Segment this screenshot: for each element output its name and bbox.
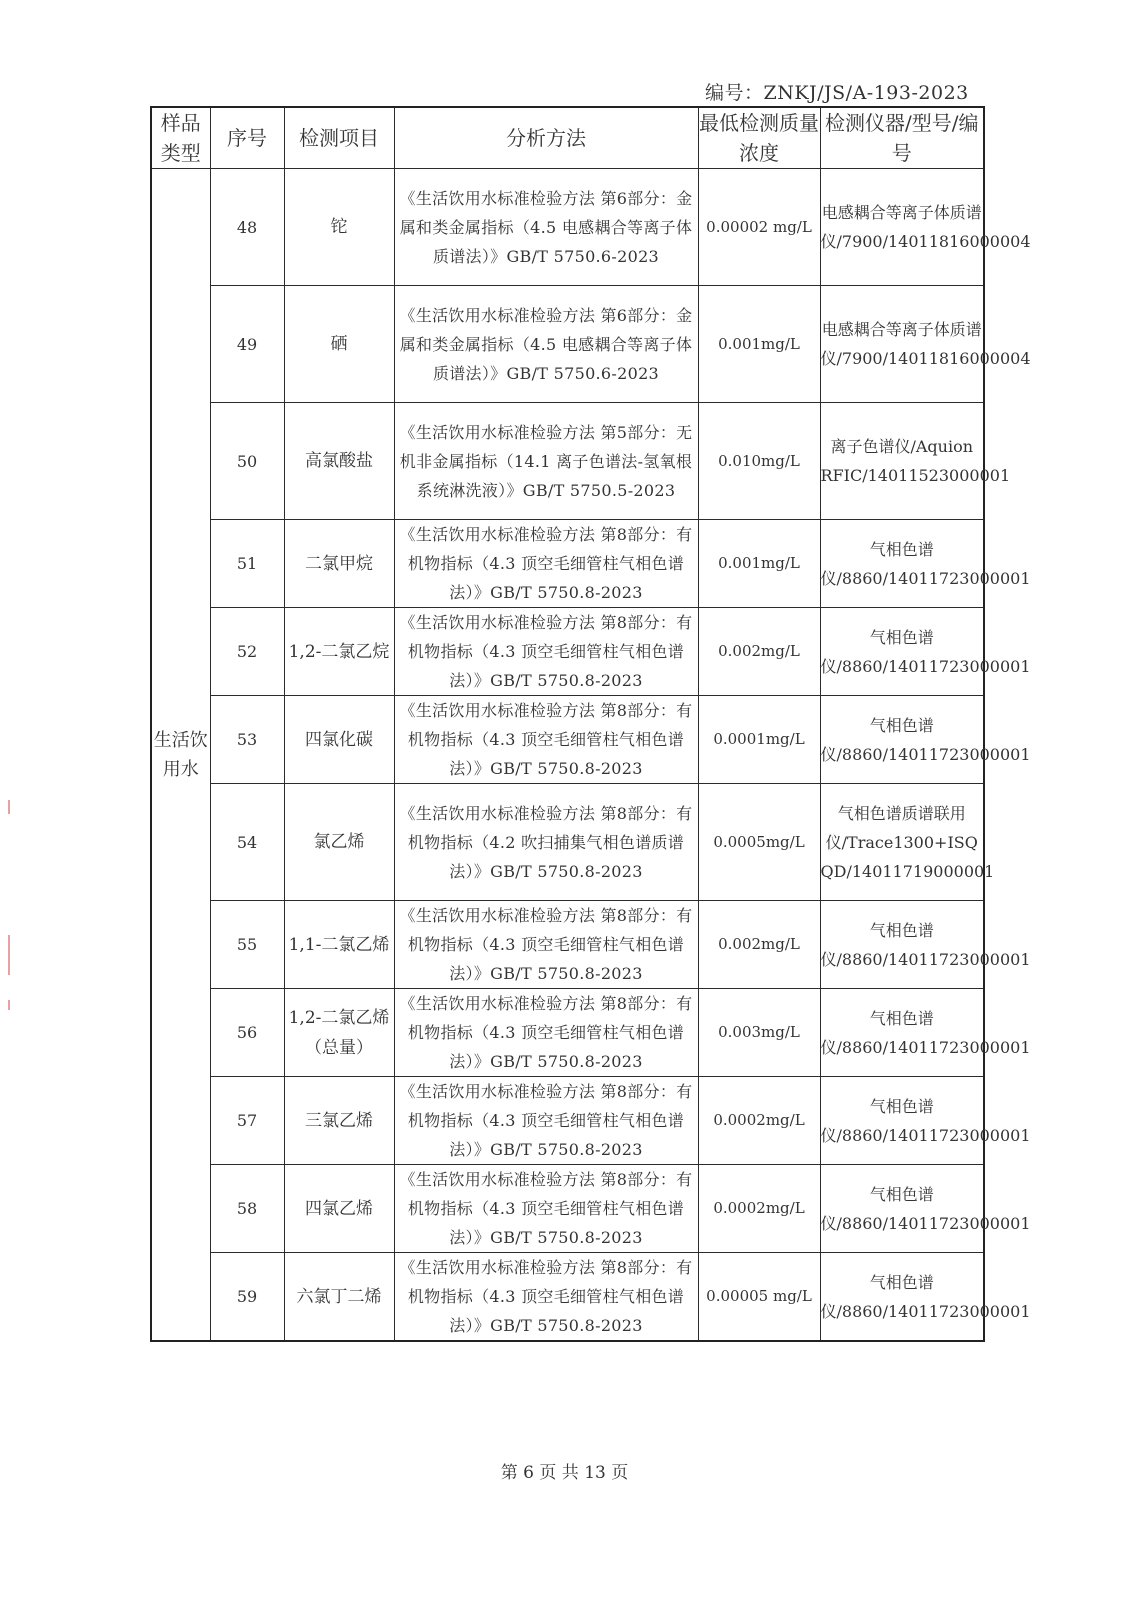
instrument-cell: 气相色谱仪/8860/14011723000001 <box>820 1253 984 1342</box>
table-row <box>151 989 984 1077</box>
seq-cell: 49 <box>210 286 284 403</box>
method-cell: 《生活饮用水标准检验方法 第8部分：有机物指标（4.3 顶空毛细管柱气相色谱法）》GB/T 5750.8-2023 <box>394 1165 698 1253</box>
seq-cell: 53 <box>210 696 284 784</box>
instrument-cell: 电感耦合等离子体质谱仪/7900/14011816000004 <box>820 286 984 403</box>
seq-cell: 57 <box>210 1077 284 1165</box>
item-cell: 三氯乙烯 <box>284 1077 394 1165</box>
table-row <box>151 520 984 608</box>
sample-type-cell: 生活饮用水 <box>151 169 210 1342</box>
seq-cell: 50 <box>210 403 284 520</box>
method-cell: 《生活饮用水标准检验方法 第8部分：有机物指标（4.3 顶空毛细管柱气相色谱法）》GB/T 5750.8-2023 <box>394 1077 698 1165</box>
limit-cell: 0.00005 mg/L <box>698 1253 820 1342</box>
table-row <box>151 1077 984 1165</box>
table-row <box>151 608 984 696</box>
seq-cell: 56 <box>210 989 284 1077</box>
limit-cell: 0.001mg/L <box>698 520 820 608</box>
method-cell: 《生活饮用水标准检验方法 第8部分：有机物指标（4.3 顶空毛细管柱气相色谱法）》GB/T 5750.8-2023 <box>394 696 698 784</box>
edge-mark <box>8 1000 10 1010</box>
edge-mark <box>8 800 10 814</box>
table-row <box>151 169 984 286</box>
item-cell: 1,2-二氯乙烷 <box>284 608 394 696</box>
limit-cell: 0.0001mg/L <box>698 696 820 784</box>
method-cell: 《生活饮用水标准检验方法 第8部分：有机物指标（4.3 顶空毛细管柱气相色谱法）》GB/T 5750.8-2023 <box>394 989 698 1077</box>
method-cell: 《生活饮用水标准检验方法 第6部分：金属和类金属指标（4.5 电感耦合等离子体质谱法）》GB/T 5750.6-2023 <box>394 286 698 403</box>
seq-cell: 55 <box>210 901 284 989</box>
instrument-cell: 电感耦合等离子体质谱仪/7900/14011816000004 <box>820 169 984 286</box>
item-cell: 铊 <box>284 169 394 286</box>
instrument-cell: 气相色谱仪/8860/14011723000001 <box>820 520 984 608</box>
test-methods-table <box>150 106 1031 1342</box>
item-cell: 1,1-二氯乙烯 <box>284 901 394 989</box>
method-cell: 《生活饮用水标准检验方法 第8部分：有机物指标（4.2 吹扫捕集气相色谱质谱法）》GB/T 5750.8-2023 <box>394 784 698 901</box>
table-row <box>151 286 984 403</box>
method-cell: 《生活饮用水标准检验方法 第8部分：有机物指标（4.3 顶空毛细管柱气相色谱法）》GB/T 5750.8-2023 <box>394 1253 698 1342</box>
limit-cell: 0.00002 mg/L <box>698 169 820 286</box>
header-seq: 序号 <box>210 107 284 169</box>
limit-cell: 0.0005mg/L <box>698 784 820 901</box>
limit-cell: 0.002mg/L <box>698 608 820 696</box>
item-cell: 六氯丁二烯 <box>284 1253 394 1342</box>
method-cell: 《生活饮用水标准检验方法 第8部分：有机物指标（4.3 顶空毛细管柱气相色谱法）》GB/T 5750.8-2023 <box>394 608 698 696</box>
edge-mark <box>8 935 10 975</box>
instrument-cell: 气相色谱仪/8860/14011723000001 <box>820 1165 984 1253</box>
header-method: 分析方法 <box>394 107 698 169</box>
limit-cell: 0.001mg/L <box>698 286 820 403</box>
seq-cell: 48 <box>210 169 284 286</box>
page-footer: 第 6 页 共 13 页 <box>500 1463 629 1483</box>
method-cell: 《生活饮用水标准检验方法 第8部分：有机物指标（4.3 顶空毛细管柱气相色谱法）》GB/T 5750.8-2023 <box>394 901 698 989</box>
header-item: 检测项目 <box>284 107 394 169</box>
method-cell: 《生活饮用水标准检验方法 第5部分：无机非金属指标（14.1 离子色谱法-氢氧根系统淋洗液）》GB/T 5750.5-2023 <box>394 403 698 520</box>
instrument-cell: 气相色谱仪/8860/14011723000001 <box>820 901 984 989</box>
header-limit: 最低检测质量浓度 <box>698 107 820 169</box>
seq-cell: 51 <box>210 520 284 608</box>
limit-cell: 0.0002mg/L <box>698 1077 820 1165</box>
instrument-cell: 气相色谱质谱联用仪/Trace1300+ISQ QD/14011719000001 <box>820 784 984 901</box>
limit-cell: 0.002mg/L <box>698 901 820 989</box>
table-row <box>151 403 984 520</box>
limit-cell: 0.010mg/L <box>698 403 820 520</box>
item-cell: 1,2-二氯乙烯（总量） <box>284 989 394 1077</box>
item-cell: 高氯酸盐 <box>284 403 394 520</box>
instrument-cell: 气相色谱仪/8860/14011723000001 <box>820 989 984 1077</box>
table-row <box>151 1253 984 1342</box>
item-cell: 氯乙烯 <box>284 784 394 901</box>
instrument-cell: 离子色谱仪/Aquion RFIC/14011523000001 <box>820 403 984 520</box>
table-row <box>151 696 984 784</box>
method-cell: 《生活饮用水标准检验方法 第6部分：金属和类金属指标（4.5 电感耦合等离子体质谱法）》GB/T 5750.6-2023 <box>394 169 698 286</box>
item-cell: 二氯甲烷 <box>284 520 394 608</box>
item-cell: 四氯乙烯 <box>284 1165 394 1253</box>
seq-cell: 58 <box>210 1165 284 1253</box>
seq-cell: 54 <box>210 784 284 901</box>
seq-cell: 52 <box>210 608 284 696</box>
instrument-cell: 气相色谱仪/8860/14011723000001 <box>820 1077 984 1165</box>
seq-cell: 59 <box>210 1253 284 1342</box>
table-header-row <box>151 107 984 169</box>
header-instrument: 检测仪器/型号/编号 <box>820 107 984 169</box>
instrument-cell: 气相色谱仪/8860/14011723000001 <box>820 696 984 784</box>
limit-cell: 0.003mg/L <box>698 989 820 1077</box>
header-sample-type: 样品类型 <box>151 107 210 169</box>
instrument-cell: 气相色谱仪/8860/14011723000001 <box>820 608 984 696</box>
method-cell: 《生活饮用水标准检验方法 第8部分：有机物指标（4.3 顶空毛细管柱气相色谱法）》GB/T 5750.8-2023 <box>394 520 698 608</box>
document-number: 编号：ZNKJ/JS/A-193-2023 <box>705 82 969 104</box>
table-row <box>151 901 984 989</box>
item-cell: 四氯化碳 <box>284 696 394 784</box>
table-row <box>151 1165 984 1253</box>
item-cell: 硒 <box>284 286 394 403</box>
limit-cell: 0.0002mg/L <box>698 1165 820 1253</box>
table-row <box>151 784 984 901</box>
